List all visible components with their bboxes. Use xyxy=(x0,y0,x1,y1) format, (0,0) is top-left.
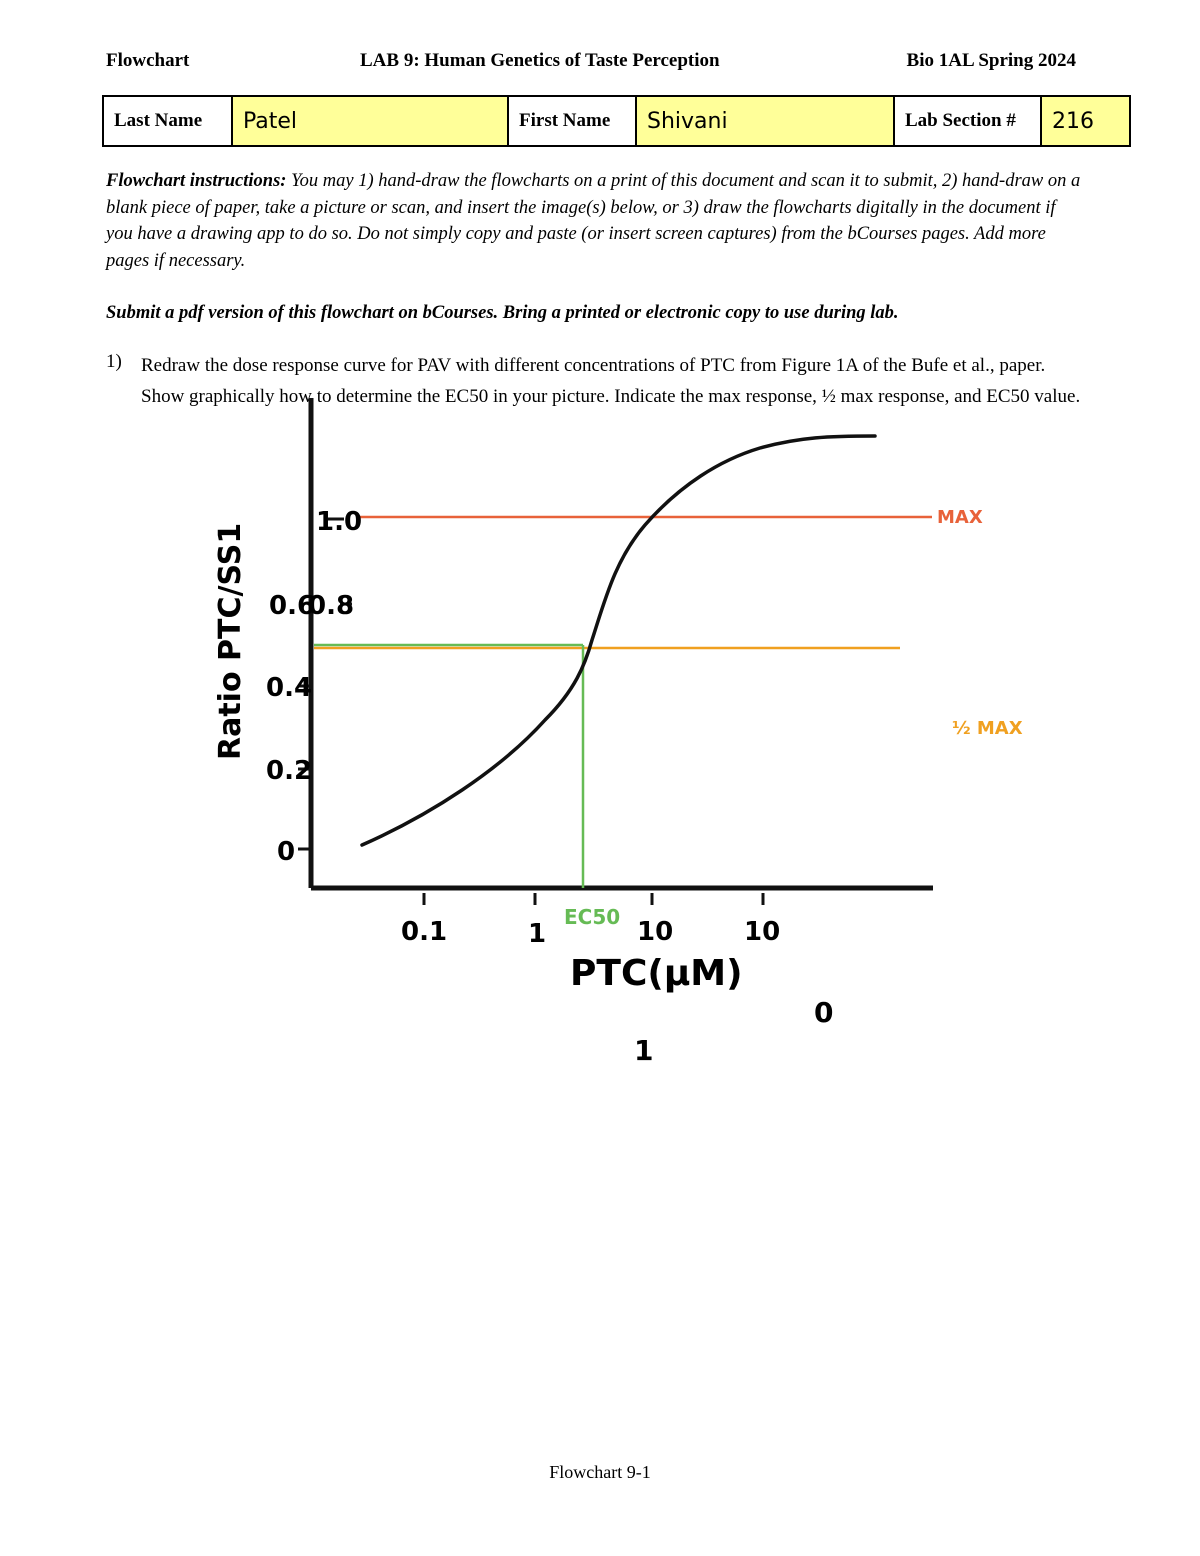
last-name-label: Last Name xyxy=(103,96,232,146)
y-tick-label: 0.4 xyxy=(266,673,313,703)
header-left: Flowchart xyxy=(106,50,190,71)
y-axis-label: Ratio PTC/SS1 xyxy=(213,522,248,760)
first-name-label: First Name xyxy=(508,96,636,146)
question-text: Redraw the dose response curve for PAV with different concentrations of PTC from Figure 1A of the Bufe et al., paper. Show graphically how to determine the EC50 in your picture. Indicate the max response, ½ max response, and EC50 value. xyxy=(141,355,1081,407)
dose-response-curve xyxy=(362,436,875,845)
submit-note: Submit a pdf version of this flowchart on bCourses. Bring a printed or electronic copy to use during lab. xyxy=(106,303,899,323)
x-tick-label: 1 xyxy=(528,919,547,949)
instructions-body: You may 1) hand-draw the flowcharts on a print of this document and scan it to submit, 2) hand-draw on a blank piece of paper, take a picture or scan, and insert the image(s) below, or 3) draw the flowcharts digitally in the document if you have a drawing app to do so. Do not simply copy and paste (or insert screen captures) from the bCourses pages. Add more pages if necessary. xyxy=(106,171,1081,271)
y-tick-label: 0 xyxy=(277,837,296,867)
instructions-lead: Flowchart instructions: xyxy=(106,171,287,191)
y-tick-label: 1.0 xyxy=(316,507,363,537)
x-tick-label: 10 xyxy=(637,917,674,947)
header-course: Bio 1AL Spring 2024 xyxy=(906,50,1076,71)
stray-mark: 1 xyxy=(634,1034,654,1067)
x-tick-label: 10 xyxy=(744,917,781,947)
ec50-label: EC50 xyxy=(564,905,621,929)
lab-section-label: Lab Section # xyxy=(894,96,1041,146)
max-label: MAX xyxy=(937,507,983,528)
header-title: LAB 9: Human Genetics of Taste Perception xyxy=(360,50,720,71)
y-tick-label: 0.8 xyxy=(308,591,355,621)
last-name-field[interactable]: Patel xyxy=(232,96,508,146)
lab-section-field[interactable]: 216 xyxy=(1041,96,1130,146)
page-footer: Flowchart 9-1 xyxy=(549,1462,651,1482)
first-name-field[interactable]: Shivani xyxy=(636,96,894,146)
x-tick-label: 0.1 xyxy=(401,917,448,947)
x-axis-label: PTC(μM) xyxy=(570,953,743,994)
question-number: 1) xyxy=(106,351,122,372)
y-tick-label: 0.6 xyxy=(269,591,316,621)
half-max-label: ½ MAX xyxy=(952,718,1023,739)
y-tick-label: 0.2 xyxy=(266,756,313,786)
stray-mark: 0 xyxy=(814,996,834,1029)
